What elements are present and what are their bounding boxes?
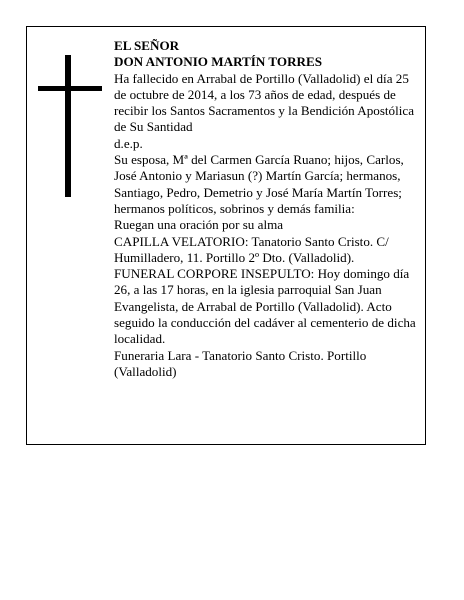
wake-chapel-info: CAPILLA VELATORIO: Tanatorio Santo Cristo. C/ Humilladero, 11. Portillo 2º Dto. (Valladolid). [114, 233, 389, 265]
title-line-1: EL SEÑOR [114, 38, 180, 53]
funeral-info: FUNERAL CORPORE INSEPULTO: Hoy domingo día 26, a las 17 horas, en la iglesia parroquial San Juan Evangelista, de Arrabal de Portillo (Valladolid). Acto seguido la conducción del cadáver al cementerio de dicha localidad. [114, 266, 416, 347]
funeral-home-info: Funeraria Lara - Tanatorio Santo Cristo. Portillo (Valladolid) [114, 347, 367, 379]
prayer-request: Ruegan una oración por su alma [114, 217, 284, 233]
family-paragraph: Su esposa, Mª del Carmen García Ruano; hijos, Carlos, José Antonio y Mariasun (?) Martín García; hermanos, Santiago, Pedro, Demetrio y José María Martín Torres; hermanos políticos, sobrinos y demás familia: [114, 152, 404, 216]
obituary-text [114, 38, 420, 380]
cross-icon [38, 55, 102, 197]
cross-horizontal-bar [38, 86, 102, 91]
deceased-name: DON ANTONIO MARTÍN TORRES [114, 54, 322, 70]
cross-vertical-bar [65, 55, 71, 197]
death-announcement: Ha fallecido en Arrabal de Portillo (Valladolid) el día 25 de octubre de 2014, a los 73 años de edad, después de recibir los Santos Sacramentos y la Bendición Apostólica de Su Santidad [114, 70, 415, 135]
dep-line: d.e.p. [114, 135, 143, 151]
